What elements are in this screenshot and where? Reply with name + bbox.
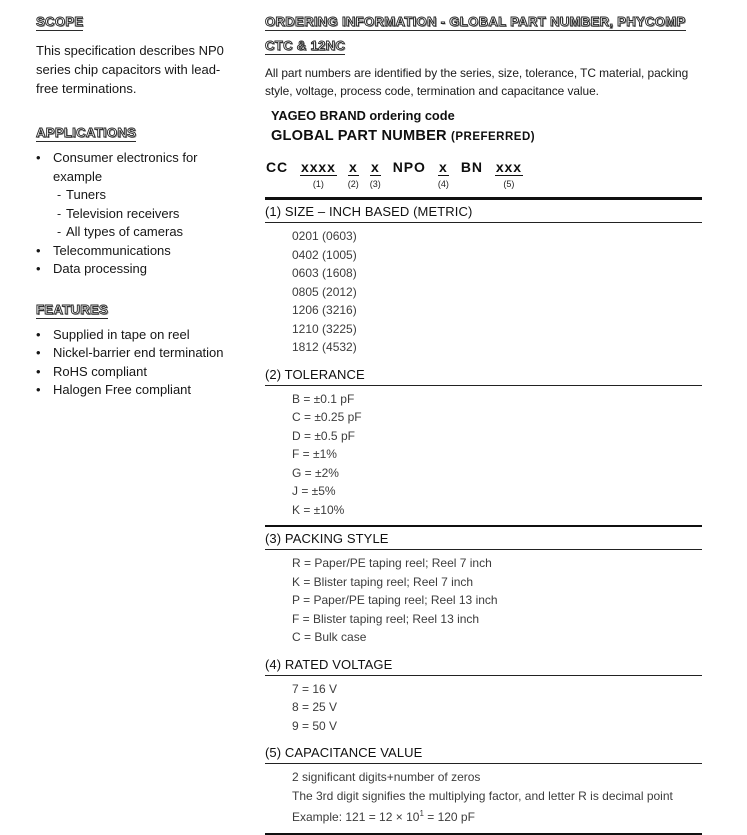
capacitance-value-notes: [265, 764, 702, 833]
scope-text: This specification describes NP0 series chip capacitors with lead-free terminations.: [36, 43, 224, 96]
ordering-heading: [265, 14, 702, 55]
table-row: P = Paper/PE taping reel; Reel 13 inch: [292, 593, 498, 607]
part-number-segment: [392, 159, 427, 189]
ordering-heading-line2: CTC & 12NC: [265, 38, 346, 53]
example-row: [292, 805, 702, 827]
features-heading: FEATURES: [36, 301, 109, 317]
packing-style-table: [265, 550, 702, 653]
example-exponent: 1: [419, 809, 424, 818]
ordering-heading-line1: ORDERING INFORMATION - GLOBAL PART NUMBER, PHYCOMP: [265, 14, 686, 29]
part-number-segment: [438, 159, 449, 190]
applications-list: [36, 149, 247, 279]
global-part-number-label: [271, 128, 702, 144]
list-item: [36, 223, 247, 242]
features-list: [36, 326, 247, 400]
tolerance-table: [265, 386, 702, 526]
list-item: [36, 186, 247, 205]
part-number-diagram: [265, 159, 702, 190]
bullet-icon: •: [36, 326, 41, 342]
size-table: [265, 223, 702, 363]
bullet-icon: •: [36, 150, 41, 165]
table-row: 2 significant digits+number of zeros: [292, 770, 481, 784]
table-row: 0402 (1005): [292, 247, 357, 262]
table-row: F = Blister taping reel; Reel 13 inch: [292, 611, 480, 626]
bullet-icon: •: [36, 345, 41, 360]
section-rated-voltage: [265, 653, 702, 742]
table-row: The 3rd digit signifies the multiplying factor, and letter R is decimal point: [292, 788, 673, 803]
list-item-label: Nickel-barrier end termination: [53, 345, 224, 360]
table-row: C = ±0.25 pF: [292, 410, 362, 424]
part-number-segment: [370, 159, 381, 190]
dash-icon: -: [57, 206, 62, 221]
left-column: [36, 14, 247, 835]
table-row: K = Blister taping reel; Reel 7 inch: [292, 574, 474, 589]
part-number-segment: [460, 159, 484, 189]
part-number-segment-label: (2): [347, 179, 359, 189]
list-item-label: Telecommunications: [53, 242, 171, 258]
bullet-icon: •: [36, 382, 41, 397]
table-row: 1206 (3216): [292, 303, 357, 317]
applications-heading: APPLICATIONS: [36, 125, 137, 140]
example-text: Example: 121 = 12 × 10: [292, 810, 420, 824]
list-item-label: Television receivers: [66, 205, 180, 221]
section-title: (3) PACKING STYLE: [265, 527, 702, 550]
table-row: 7 = 16 V: [292, 681, 338, 696]
table-row: C = Bulk case: [292, 630, 367, 644]
table-row: K = ±10%: [292, 502, 345, 517]
bullet-icon: •: [36, 261, 41, 276]
list-item-label: Supplied in tape on reel: [53, 326, 190, 342]
table-row: F = ±1%: [292, 447, 337, 461]
table-row: D = ±0.5 pF: [292, 428, 355, 443]
table-row: 8 = 25 V: [292, 700, 338, 714]
preferred-suffix: (PREFERRED): [451, 131, 536, 143]
section-tolerance: [265, 363, 702, 526]
part-number-code: CC: [266, 159, 289, 175]
part-number-segment-label: (3): [369, 179, 381, 189]
table-row: 1210 (3225): [292, 321, 357, 336]
part-number-code: xxx: [495, 159, 522, 175]
part-number-segment-label: (1): [312, 179, 324, 189]
ordering-information-column: [265, 14, 702, 835]
dash-icon: -: [57, 188, 62, 202]
table-row: B = ±0.1 pF: [292, 391, 355, 406]
list-item: [36, 242, 247, 261]
table-row: 9 = 50 V: [292, 718, 338, 733]
table-row: G = ±2%: [292, 465, 339, 480]
section-packing-style: [265, 527, 702, 653]
list-item: [36, 149, 247, 186]
list-item-label: Halogen Free compliant: [53, 382, 192, 397]
table-row: J = ±5%: [292, 484, 336, 498]
part-number-code: BN: [460, 159, 483, 175]
part-number-segment: [495, 159, 523, 190]
section-size: [265, 200, 702, 363]
part-number-code: x: [370, 159, 380, 175]
scope-heading: SCOPE: [36, 14, 84, 29]
part-number-code: xxxx: [301, 159, 336, 175]
list-item: [36, 363, 247, 382]
list-item-label: RoHS compliant: [53, 363, 147, 379]
list-item-label: Data processing: [53, 261, 147, 276]
table-row: 0201 (0603): [292, 229, 357, 243]
section-title: (2) TOLERANCE: [265, 363, 702, 386]
list-item-label: Tuners: [66, 187, 106, 202]
part-number-segment: [265, 159, 289, 189]
ordering-intro-text: All part numbers are identified by the series, size, tolerance, TC material, packing style, voltage, process code, termination and capacitance value.: [265, 66, 689, 98]
part-number-segment-label: (4): [437, 179, 449, 189]
divider: [265, 833, 702, 835]
brand-ordering-code-label: YAGEO BRAND ordering code: [271, 108, 455, 123]
list-item: [36, 260, 247, 279]
table-row: R = Paper/PE taping reel; Reel 7 inch: [292, 556, 492, 570]
list-item: [36, 326, 247, 345]
part-number-code: x: [348, 159, 358, 175]
bullet-icon: •: [36, 363, 41, 379]
list-item: [36, 381, 247, 400]
bullet-icon: •: [36, 242, 41, 258]
list-item-label: All types of cameras: [66, 224, 184, 239]
section-capacitance-value: [265, 741, 702, 833]
list-item: [36, 205, 247, 224]
table-row: 0603 (1608): [292, 266, 357, 280]
rated-voltage-table: [265, 676, 702, 742]
section-title: (5) CAPACITANCE VALUE: [265, 741, 702, 764]
part-number-code: x: [438, 159, 448, 175]
table-row: 1812 (4532): [292, 340, 357, 354]
part-number-segment-label: (5): [503, 179, 515, 189]
part-number-code: NPO: [392, 159, 426, 175]
example-text: = 120 pF: [423, 810, 475, 824]
list-item-label: Consumer electronics for example: [53, 150, 198, 184]
global-part-number-text: GLOBAL PART NUMBER: [271, 128, 447, 144]
section-title: (4) RATED VOLTAGE: [265, 653, 702, 676]
part-number-segment: [300, 159, 337, 190]
table-row: 0805 (2012): [292, 284, 357, 299]
section-title: (1) SIZE – INCH BASED (METRIC): [265, 200, 702, 223]
list-item: [36, 344, 247, 363]
part-number-segment: [348, 159, 359, 190]
dash-icon: -: [57, 225, 62, 239]
